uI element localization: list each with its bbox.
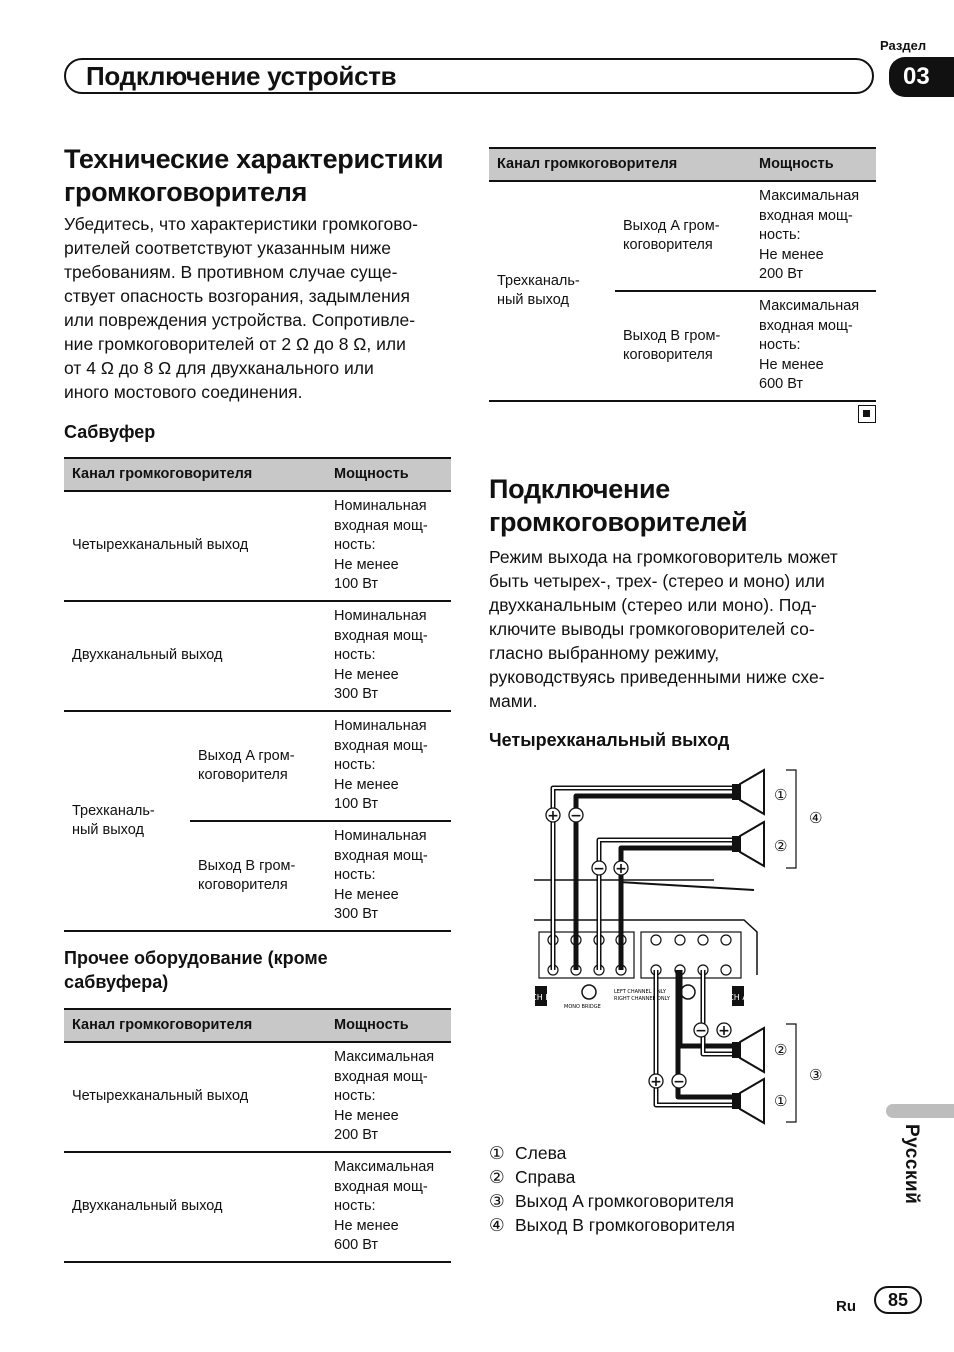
- section-number-badge: 03: [889, 57, 954, 97]
- minus-marker: −: [570, 808, 582, 824]
- power-line: ность:: [334, 757, 376, 774]
- connection-title: [489, 473, 747, 539]
- ch-a-label: CH A: [728, 993, 748, 1002]
- connection-title-line1: Подключение: [489, 474, 671, 504]
- intro-line: от 4 Ω до 8 Ω для двухканального или: [64, 358, 374, 378]
- col-header-channel: Канал громкоговорителя: [64, 458, 326, 491]
- legend-number: ①: [489, 1143, 505, 1163]
- power-line: Номинальная: [334, 718, 427, 735]
- power-line: Не менее: [334, 556, 399, 573]
- power-line: Номинальная: [334, 608, 427, 625]
- power-cell: [751, 291, 876, 401]
- speaker-specs-title-line1: Технические характеристики: [64, 144, 444, 174]
- speaker-specs-title: [64, 143, 443, 209]
- table-row: [489, 181, 876, 291]
- callout-right: ②: [774, 837, 788, 855]
- power-line: Не менее: [759, 356, 824, 373]
- minus-marker: −: [593, 861, 605, 877]
- minus-marker: −: [673, 1074, 685, 1090]
- power-line: входная мощ-: [334, 847, 428, 864]
- ch-b-label: CH B: [531, 993, 551, 1002]
- ground-screw-icon: [582, 985, 596, 999]
- channel-line: Трехканаль-: [72, 802, 155, 819]
- plus-marker: +: [718, 1023, 730, 1039]
- col-header-channel: Канал громкоговорителя: [64, 1009, 326, 1042]
- power-line: Максимальная: [334, 1159, 435, 1176]
- power-line: Не менее: [334, 1217, 399, 1234]
- right-channel-label: RIGHT CHANNEL ONLY: [614, 996, 670, 1002]
- end-of-section-icon: [858, 405, 876, 423]
- channel-cell: Двухканальный выход: [64, 1152, 326, 1262]
- intro-line: ние громкоговорителей от 2 Ω до 8 Ω, или: [64, 334, 406, 354]
- power-line: ность:: [759, 337, 801, 354]
- legend-item: [489, 1213, 735, 1237]
- speaker-icon: [732, 822, 764, 866]
- intro-line: иного мостового соединения.: [64, 382, 303, 402]
- power-line: входная мощ-: [334, 1068, 428, 1085]
- other-equipment-heading: [64, 946, 328, 994]
- power-line: 200 Вт: [759, 266, 804, 283]
- power-cell: [751, 181, 876, 291]
- channel-line: ный выход: [72, 822, 144, 838]
- callout-output-a: ③: [809, 1066, 823, 1084]
- output-cell: [190, 821, 326, 931]
- legend-item: [489, 1165, 575, 1189]
- table-row: [64, 1042, 451, 1152]
- power-line: 300 Вт: [334, 686, 379, 703]
- power-line: входная мощ-: [759, 207, 853, 224]
- legend-item: [489, 1189, 734, 1213]
- output-line: коговорителя: [623, 237, 713, 253]
- page-number: 85: [874, 1286, 922, 1314]
- plus-marker: +: [615, 861, 627, 877]
- table-row: [64, 1152, 451, 1262]
- power-line: входная мощ-: [334, 737, 428, 754]
- other-heading-line2: сабвуфера): [64, 972, 169, 992]
- other-equipment-table: [64, 1008, 451, 1263]
- intro-line: двухканальным (стерео или моно). Под-: [489, 595, 817, 615]
- channel-cell: [64, 711, 190, 931]
- legend-text: Выход B громкоговорителя: [515, 1215, 735, 1235]
- intro-line: ключите выводы громкоговорителей со-: [489, 619, 815, 639]
- bracket-upper: [786, 770, 796, 868]
- intro-line: рителей соответствуют указанным ниже: [64, 238, 391, 258]
- output-cell: [190, 711, 326, 821]
- intro-line: Режим выхода на громкоговоритель может: [489, 547, 838, 567]
- power-line: ность:: [334, 1088, 376, 1105]
- power-line: Не менее: [759, 246, 824, 263]
- output-line: коговорителя: [623, 347, 713, 363]
- plus-marker: +: [650, 1074, 662, 1090]
- legend-number: ③: [489, 1191, 505, 1211]
- power-cell: [326, 711, 451, 821]
- amplifier-unit: [531, 880, 757, 1010]
- connection-intro: [489, 545, 879, 713]
- power-line: Не менее: [334, 1107, 399, 1124]
- mono-bridge-label: MONO BRIDGE: [564, 1004, 601, 1010]
- wiring-diagram: [489, 760, 839, 1130]
- output-cell: [615, 181, 751, 291]
- power-line: 300 Вт: [334, 906, 379, 923]
- table-row: [64, 711, 451, 821]
- power-cell: [326, 821, 451, 931]
- output-line: Выход B гром-: [198, 857, 296, 874]
- intro-line: гласно выбранному режиму,: [489, 643, 720, 663]
- power-line: ность:: [759, 227, 801, 244]
- power-line: Не менее: [334, 776, 399, 793]
- other-equipment-table-continued: [489, 147, 876, 402]
- power-cell: [326, 491, 451, 601]
- channel-line: ный выход: [497, 292, 569, 308]
- power-line: ность:: [334, 537, 376, 554]
- power-cell: [326, 1042, 451, 1152]
- subwoofer-heading: Сабвуфер: [64, 422, 156, 442]
- subwoofer-table: [64, 457, 451, 932]
- power-line: 100 Вт: [334, 796, 379, 813]
- page-title: Подключение устройств: [86, 61, 397, 91]
- col-header-power: Мощность: [326, 458, 451, 491]
- output-line: коговорителя: [198, 767, 288, 783]
- power-line: входная мощ-: [334, 1178, 428, 1195]
- legend-number: ②: [489, 1167, 505, 1187]
- intro-line: мами.: [489, 691, 538, 711]
- channel-cell: Двухканальный выход: [64, 601, 326, 711]
- power-cell: [326, 601, 451, 711]
- output-cell: [615, 291, 751, 401]
- speaker-specs-intro: [64, 212, 454, 404]
- intro-line: быть четырех-, трех- (стерео и моно) или: [489, 571, 825, 591]
- legend-text: Выход A громкоговорителя: [515, 1191, 734, 1211]
- callout-right: ②: [774, 1041, 788, 1059]
- callout-left: ①: [774, 1092, 788, 1110]
- channel-cell: Четырехканальный выход: [64, 491, 326, 601]
- power-line: Максимальная: [759, 188, 860, 205]
- channel-cell: [489, 181, 615, 401]
- intro-line: или повреждения устройства. Сопротивле-: [64, 310, 416, 330]
- intro-line: ствует опасность возгорания, задымления: [64, 286, 411, 306]
- legend-text: Справа: [515, 1167, 576, 1187]
- table-row: [64, 601, 451, 711]
- output-line: коговорителя: [198, 877, 288, 893]
- power-line: входная мощ-: [334, 627, 428, 644]
- legend-number: ④: [489, 1215, 505, 1235]
- plus-marker: +: [547, 808, 559, 824]
- speaker-icon: [732, 1028, 764, 1072]
- power-line: 200 Вт: [334, 1127, 379, 1144]
- col-header-channel: Канал громкоговорителя: [489, 148, 751, 181]
- channel-line: Трехканаль-: [497, 272, 580, 289]
- speaker-icon: [732, 1079, 764, 1123]
- connection-title-line2: громкоговорителей: [489, 507, 748, 537]
- intro-line: Убедитесь, что характеристики громкогово-: [64, 214, 418, 234]
- speaker-specs-title-line2: громкоговорителя: [64, 177, 308, 207]
- power-line: Номинальная: [334, 828, 427, 845]
- power-line: входная мощ-: [334, 517, 428, 534]
- power-line: Максимальная: [334, 1049, 435, 1066]
- header-bar: [64, 58, 874, 94]
- power-line: 600 Вт: [759, 376, 804, 393]
- channel-cell: Четырехканальный выход: [64, 1042, 326, 1152]
- four-channel-heading: Четырехканальный выход: [489, 730, 730, 750]
- other-heading-line1: Прочее оборудование (кроме: [64, 948, 328, 968]
- col-header-power: Мощность: [326, 1009, 451, 1042]
- output-line: Выход A гром-: [198, 747, 295, 764]
- legend-item: [489, 1141, 566, 1165]
- power-line: 100 Вт: [334, 576, 379, 593]
- power-cell: [326, 1152, 451, 1262]
- power-line: Не менее: [334, 666, 399, 683]
- lang-code: Ru: [836, 1298, 856, 1315]
- intro-line: руководствуясь приведенными ниже схе-: [489, 667, 825, 687]
- legend-text: Слева: [515, 1143, 567, 1163]
- intro-line: требованиям. В противном случае суще-: [64, 262, 398, 282]
- power-line: входная мощ-: [759, 317, 853, 334]
- output-line: Выход A гром-: [623, 217, 720, 234]
- minus-marker: −: [695, 1023, 707, 1039]
- section-label: Раздел: [880, 38, 927, 53]
- power-line: ность:: [334, 1198, 376, 1215]
- table-row: [64, 491, 451, 601]
- output-line: Выход B гром-: [623, 327, 721, 344]
- callout-left: ①: [774, 786, 788, 804]
- left-channel-label: LEFT CHANNEL ONLY: [614, 989, 666, 995]
- language-label: Русский: [901, 1124, 922, 1205]
- power-line: Максимальная: [759, 298, 860, 315]
- power-line: ность:: [334, 647, 376, 664]
- ground-screw-icon: [681, 985, 695, 999]
- speaker-icon: [732, 770, 764, 814]
- bracket-lower: [786, 1024, 796, 1122]
- language-tab: [886, 1104, 954, 1118]
- power-line: Не менее: [334, 886, 399, 903]
- power-line: 600 Вт: [334, 1237, 379, 1254]
- col-header-power: Мощность: [751, 148, 876, 181]
- power-line: ность:: [334, 867, 376, 884]
- power-line: Номинальная: [334, 498, 427, 515]
- callout-output-b: ④: [809, 809, 823, 827]
